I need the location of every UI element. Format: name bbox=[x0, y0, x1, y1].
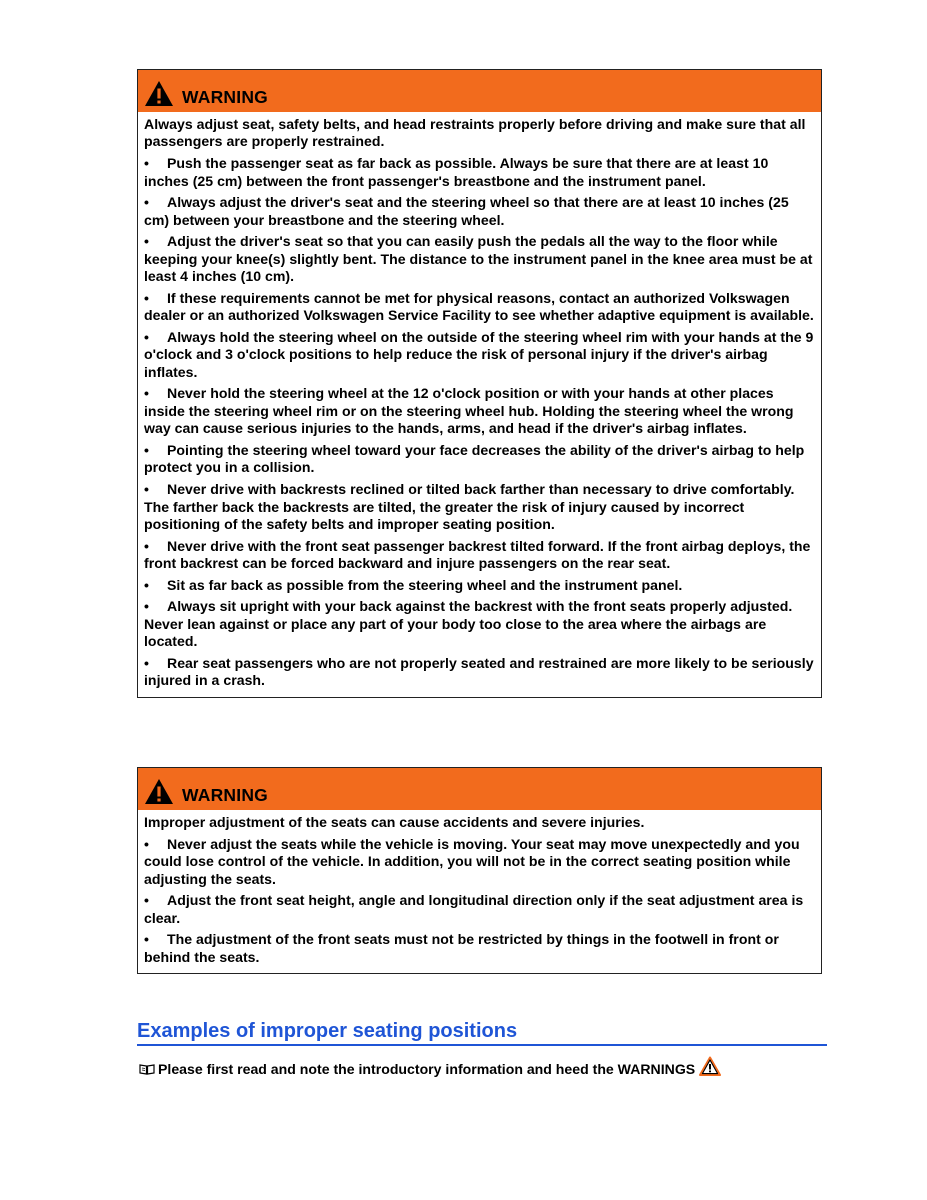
warning-list-item-text: Rear seat passengers who are not properly seated and restrained are more likely to be seriously injured in a crash. bbox=[144, 654, 814, 689]
bullet-marker: • bbox=[144, 441, 149, 458]
warning-list-item bbox=[144, 233, 815, 285]
bullet-marker: • bbox=[144, 481, 149, 498]
bullet-marker: • bbox=[144, 194, 149, 211]
warning-list-item-text: Pointing the steering wheel toward your face decreases the ability of the driver's airbag to help protect you in a collision. bbox=[144, 441, 805, 476]
warning-list-item-text: Adjust the front seat height, angle and longitudinal direction only if the seat adjustment area is clear. bbox=[144, 892, 804, 926]
warning-list-item-text: Adjust the driver's seat so that you can easily push the pedals all the way to the floor while keeping your knee(s) slightly bent. The distance to the instrument panel in the knee area must be at least 4 inches (10 cm). bbox=[144, 233, 813, 285]
warning-list-item-text: Never drive with backrests reclined or tilted back farther than necessary to drive comfortably. The farther back the backrests are tilted, the greater the risk of injury caused by incorrect positioning of the safety belts and improper seating position. bbox=[144, 481, 795, 532]
warning-list-item bbox=[144, 577, 815, 594]
warning-list-item bbox=[144, 836, 815, 888]
warning-triangle-icon[interactable] bbox=[699, 1056, 721, 1076]
warning-list-item-text: The adjustment of the front seats must not be restricted by things in the footwell in front or behind the seats. bbox=[144, 931, 779, 965]
warning-header bbox=[138, 768, 821, 810]
warning-list-item bbox=[144, 931, 815, 966]
warning-list-item-text: If these requirements cannot be met for physical reasons, contact an authorized Volkswagen dealer or an authorized Volkswagen Service Facility to see whether adaptive equipment is available. bbox=[144, 289, 814, 324]
bullet-marker: • bbox=[144, 233, 149, 250]
section-intro-text: Please first read and note the introductory information and heed the WARNINGS bbox=[158, 1061, 696, 1077]
warning-list-item bbox=[144, 598, 815, 650]
bullet-marker: • bbox=[144, 892, 149, 909]
warning-body bbox=[138, 112, 821, 697]
warning-list-item-text: Always sit upright with your back against the backrest with the front seats properly adjusted. Never lean against or place any part of your body too close to the area where the airbags are located. bbox=[144, 598, 793, 650]
warning-intro: Improper adjustment of the seats can cause accidents and severe injuries. bbox=[144, 814, 645, 830]
warning-list-item bbox=[144, 290, 815, 325]
bullet-marker: • bbox=[144, 537, 149, 554]
warning-list-item-text: Sit as far back as possible from the steering wheel and the instrument panel. bbox=[167, 576, 683, 593]
warning-list-item bbox=[144, 329, 815, 381]
warning-list-item bbox=[144, 442, 815, 477]
bullet-marker: • bbox=[144, 289, 149, 306]
warning-list-item bbox=[144, 655, 815, 690]
warning-list-item-text: Always adjust the driver's seat and the steering wheel so that there are at least 10 inches (25 cm) between your breastbone and the steering wheel. bbox=[144, 194, 789, 228]
warning-list-item-text: Push the passenger seat as far back as possible. Always be sure that there are at least 10 inches (25 cm) between the front passenger's breastbone and the instrument panel. bbox=[144, 155, 769, 189]
bullet-marker: • bbox=[144, 931, 149, 948]
warning-list-item-text: Never hold the steering wheel at the 12 o'clock position or with your hands at other places inside the steering wheel rim or on the steering wheel hub. Holding the steering wheel the wrong way can cause serious injuries to the hands, arms, and head if the driver's airbag inflates. bbox=[144, 385, 794, 437]
warning-list-item bbox=[144, 481, 815, 533]
warning-list-item bbox=[144, 385, 815, 437]
warning-intro: Always adjust seat, safety belts, and head restraints properly before driving and make sure that all passengers are properly restrained. bbox=[144, 116, 806, 150]
warning-list-item-text: Never adjust the seats while the vehicle is moving. Your seat may move unexpectedly and you could lose control of the vehicle. In addition, you will not be in the correct seating position while adjusting the seats. bbox=[144, 835, 800, 887]
warning-title: WARNING bbox=[182, 785, 268, 805]
book-icon bbox=[139, 1063, 155, 1075]
warning-header bbox=[138, 70, 821, 112]
bullet-marker: • bbox=[144, 835, 149, 852]
warning-title: WARNING bbox=[182, 87, 268, 107]
bullet-marker: • bbox=[144, 328, 149, 345]
warning-list-item-text: Always hold the steering wheel on the outside of the steering wheel rim with your hands at the 9 o'clock and 3 o'clock positions to help reduce the risk of personal injury if the driver's airbag inflates. bbox=[144, 328, 814, 380]
warning-body bbox=[138, 810, 821, 973]
warning-triangle-icon bbox=[144, 778, 174, 805]
warning-list-item bbox=[144, 155, 815, 190]
warning-list-item bbox=[144, 194, 815, 229]
section-intro bbox=[139, 1060, 721, 1078]
section-heading: Examples of improper seating positions bbox=[137, 1018, 827, 1046]
bullet-marker: • bbox=[144, 155, 149, 172]
bullet-marker: • bbox=[144, 576, 149, 593]
warning-list-item bbox=[144, 892, 815, 927]
bullet-marker: • bbox=[144, 598, 149, 615]
warning-list-item-text: Never drive with the front seat passenger backrest tilted forward. If the front airbag deploys, the front backrest can be forced backward and injure passengers on the rear seat. bbox=[144, 537, 811, 572]
bullet-marker: • bbox=[144, 654, 149, 671]
warning-box-improper-adjustment bbox=[137, 767, 822, 974]
warning-list-item bbox=[144, 538, 815, 573]
warning-triangle-icon bbox=[144, 80, 174, 107]
warning-box-seat-adjustment bbox=[137, 69, 822, 698]
bullet-marker: • bbox=[144, 385, 149, 402]
